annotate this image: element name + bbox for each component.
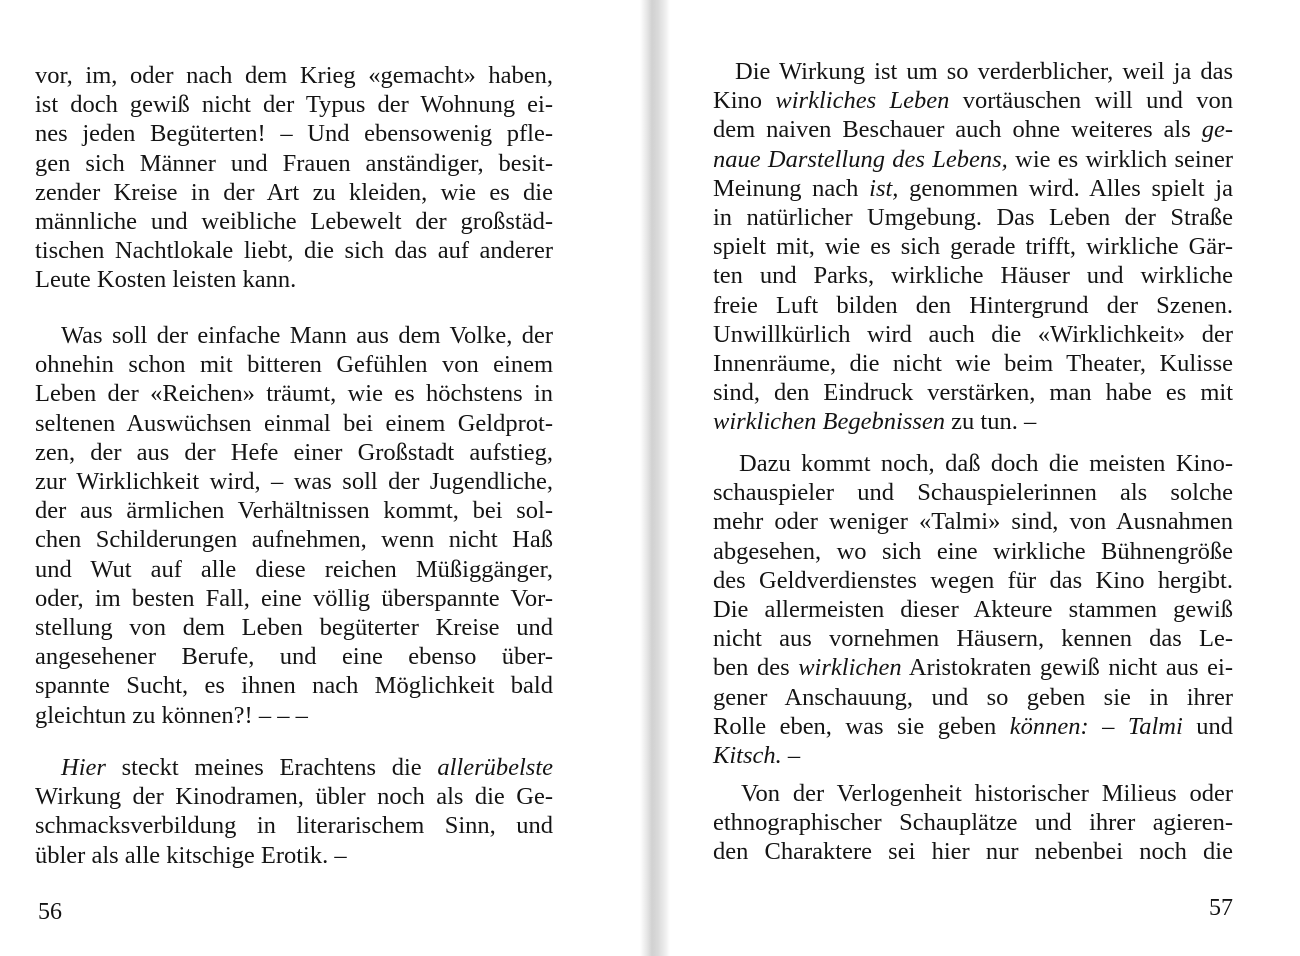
italic-text: Kitsch. bbox=[713, 742, 782, 770]
text-line: schmacksverbildung in literarischem Sinn, und bbox=[35, 812, 553, 840]
text-line: spielt mit, wie es sich gerade trifft, wirkliche Gär- bbox=[713, 233, 1233, 261]
text-line: vor, im, oder nach dem Krieg «gemacht» haben, bbox=[35, 62, 553, 89]
text-span: genommen wird. Alles spielt ja bbox=[898, 174, 1233, 202]
text-line: stellung von dem Leben begüterter Kreise und bbox=[35, 614, 553, 642]
text-span: Aristokraten gewiß nicht aus ei- bbox=[901, 654, 1233, 682]
text-line: tischen Nachtlokale liebt, die sich das auf anderer bbox=[35, 237, 553, 265]
text-line: Die Wirkung ist um so verderblicher, weil ja das bbox=[735, 58, 1233, 85]
right-page bbox=[660, 0, 1300, 956]
text-line: gleichtun zu können?! – – – bbox=[35, 701, 308, 729]
text-line bbox=[713, 741, 1233, 770]
right-paragraph-3 bbox=[713, 779, 1233, 867]
text-line: schauspieler und Schauspielerinnen als solche bbox=[713, 479, 1233, 507]
text-line bbox=[713, 145, 1233, 174]
page-number-left: 56 bbox=[38, 899, 62, 925]
text-line: spannte Sucht, es ihnen nach Möglichkeit bald bbox=[35, 672, 553, 700]
right-paragraph-1 bbox=[713, 57, 1233, 437]
left-paragraph-2 bbox=[35, 321, 553, 730]
text-line bbox=[35, 753, 553, 782]
text-span: ben des bbox=[713, 654, 799, 682]
text-line: abgesehen, wo sich eine wirkliche Bühnengröße bbox=[713, 537, 1233, 565]
text-line: der aus ärmlichen Verhältnissen kommt, bei sol- bbox=[35, 497, 553, 525]
text-line bbox=[713, 712, 1233, 741]
right-paragraph-2 bbox=[713, 449, 1233, 770]
text-line: Leute Kosten leisten kann. bbox=[35, 266, 297, 294]
text-line: Die allermeisten dieser Akteure stammen gewiß bbox=[713, 596, 1233, 624]
italic-text: ge- bbox=[1201, 116, 1233, 144]
text-line: oder, im besten Fall, eine völlig überspannte Vor- bbox=[35, 584, 553, 612]
text-line: zen, der aus der Hefe einer Großstadt aufstieg, bbox=[35, 438, 553, 466]
italic-text: wirkliches Leben bbox=[775, 87, 950, 115]
text-span: dem naiven Beschauer auch ohne weiteres als bbox=[713, 116, 1202, 144]
text-line: des Geldverdienstes wegen für das Kino hergibt. bbox=[713, 566, 1233, 594]
text-span: wie es wirklich seiner bbox=[1007, 145, 1233, 173]
italic-text: wirklichen Begebnissen bbox=[713, 408, 946, 436]
text-line: nes jeden Begüterten! – Und ebensowenig pfle- bbox=[35, 120, 553, 148]
text-line bbox=[713, 115, 1233, 144]
text-line bbox=[713, 174, 1233, 203]
text-line: den Charaktere sei hier nur nebenbei noch die bbox=[713, 838, 1233, 866]
page-number-right: 57 bbox=[1209, 895, 1233, 921]
text-line: Dazu kommt noch, daß doch die meisten Kino- bbox=[739, 450, 1233, 477]
text-line: in natürlicher Umgebung. Das Leben der Straße bbox=[713, 204, 1233, 232]
text-span: Rolle eben, was sie geben bbox=[713, 712, 1010, 740]
italic-text: allerübelste bbox=[437, 754, 553, 781]
text-line: gen sich Männer und Frauen anständiger, besit- bbox=[35, 149, 553, 177]
text-span: zu tun. – bbox=[945, 408, 1037, 436]
text-line: Von der Verlogenheit historischer Milieus oder bbox=[741, 780, 1233, 807]
text-line: und Wut auf alle diese reichen Müßiggänger, bbox=[35, 555, 553, 583]
text-line: Leben der «Reichen» träumt, wie es höchstens in bbox=[35, 380, 553, 408]
text-span: Kino bbox=[713, 87, 776, 115]
text-span: – bbox=[781, 742, 801, 770]
italic-text: wirklichen bbox=[798, 654, 902, 682]
text-line: übler als alle kitschige Erotik. – bbox=[35, 841, 347, 869]
text-line bbox=[713, 86, 1233, 115]
text-span: Meinung nach bbox=[713, 174, 870, 202]
text-line: Wirkung der Kinodramen, übler noch als die Ge- bbox=[35, 783, 553, 811]
text-line: seltenen Auswüchsen einmal bei einem Geldprot- bbox=[35, 409, 553, 437]
italic-text: Hier bbox=[61, 754, 106, 781]
text-line: männliche und weibliche Lebewelt der großstäd- bbox=[35, 208, 553, 236]
text-span: vortäuschen will und von bbox=[949, 87, 1233, 115]
italic-text: können: – Talmi bbox=[1009, 712, 1183, 740]
text-line: chen Schilderungen aufnehmen, wenn nicht Haß bbox=[35, 526, 553, 554]
text-line: gener Anschauung, und so geben sie in ihrer bbox=[713, 683, 1233, 711]
italic-text: naue Darstellung des Lebens, bbox=[713, 145, 1008, 173]
text-line: zur Wirklichkeit wird, – was soll der Jugendliche, bbox=[35, 468, 553, 496]
text-line: Was soll der einfache Mann aus dem Volke, der bbox=[61, 322, 553, 349]
text-line: ten und Parks, wirkliche Häuser und wirkliche bbox=[713, 262, 1233, 290]
left-page bbox=[0, 0, 640, 956]
text-line: Unwillkürlich wird auch die «Wirklichkeit» der bbox=[713, 320, 1233, 348]
text-span: und bbox=[1182, 712, 1233, 740]
text-line bbox=[713, 653, 1233, 682]
text-line: ist doch gewiß nicht der Typus der Wohnung ei- bbox=[35, 91, 553, 119]
text-line: zender Kreise in der Art zu kleiden, wie es die bbox=[35, 178, 553, 206]
text-line: freie Luft bilden den Hintergrund der Szenen. bbox=[713, 291, 1233, 319]
text-span: steckt meines Erachtens die bbox=[105, 754, 438, 781]
text-line: nicht aus vornehmen Häusern, kennen das Le- bbox=[713, 625, 1233, 653]
text-line: angesehener Berufe, und eine ebenso über- bbox=[35, 643, 553, 671]
text-line: Innenräume, die nicht wie beim Theater, Kulisse bbox=[713, 350, 1233, 378]
left-paragraph-3 bbox=[35, 753, 553, 870]
text-line: ethnographischer Schauplätze und ihrer agieren- bbox=[713, 809, 1233, 837]
text-line: ohnehin schon mit bitteren Gefühlen von einem bbox=[35, 351, 553, 379]
text-line: mehr oder weniger «Talmi» sind, von Ausnahmen bbox=[713, 508, 1233, 536]
left-paragraph-1 bbox=[35, 61, 553, 295]
text-line bbox=[713, 407, 1233, 436]
text-line: sind, den Eindruck verstärken, man habe es mit bbox=[713, 379, 1233, 407]
italic-text: ist, bbox=[869, 174, 899, 202]
